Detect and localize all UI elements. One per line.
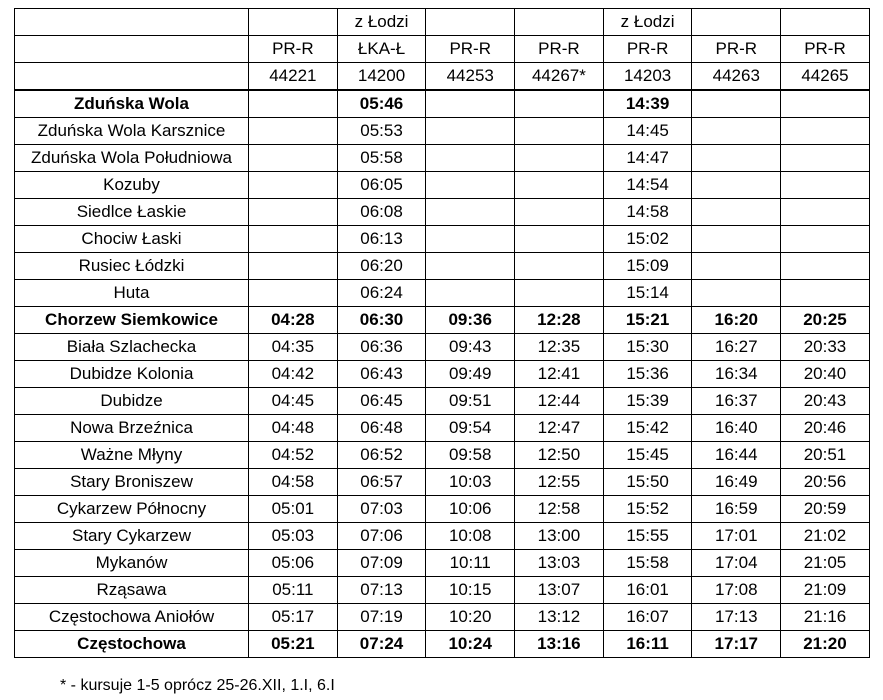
departure-time: 10:03 bbox=[426, 469, 515, 496]
departure-time: 15:02 bbox=[603, 226, 692, 253]
departure-time bbox=[781, 226, 870, 253]
departure-time: 06:45 bbox=[337, 388, 426, 415]
departure-time: 16:07 bbox=[603, 604, 692, 631]
departure-time: 16:49 bbox=[692, 469, 781, 496]
departure-time bbox=[781, 145, 870, 172]
departure-time: 10:06 bbox=[426, 496, 515, 523]
departure-time: 15:50 bbox=[603, 469, 692, 496]
train-category: PR-R bbox=[603, 36, 692, 63]
train-category: PR-R bbox=[781, 36, 870, 63]
departure-time bbox=[515, 172, 604, 199]
station-row bbox=[15, 388, 870, 415]
header-station-blank bbox=[15, 9, 249, 36]
station-name: Dubidze bbox=[15, 388, 249, 415]
train-origin-note bbox=[781, 9, 870, 36]
departure-time: 06:36 bbox=[337, 334, 426, 361]
departure-time bbox=[515, 145, 604, 172]
footnote: * - kursuje 1-5 oprócz 25-26.XII, 1.I, 6.I bbox=[60, 677, 335, 694]
departure-time: 10:08 bbox=[426, 523, 515, 550]
departure-time: 04:48 bbox=[249, 415, 338, 442]
station-row bbox=[15, 172, 870, 199]
departure-time: 09:54 bbox=[426, 415, 515, 442]
station-row bbox=[15, 496, 870, 523]
train-number: 44263 bbox=[692, 63, 781, 91]
departure-time bbox=[515, 226, 604, 253]
departure-time: 06:43 bbox=[337, 361, 426, 388]
station-row bbox=[15, 550, 870, 577]
departure-time: 05:21 bbox=[249, 631, 338, 658]
departure-time: 12:47 bbox=[515, 415, 604, 442]
departure-time bbox=[249, 199, 338, 226]
departure-time bbox=[515, 199, 604, 226]
departure-time: 21:05 bbox=[781, 550, 870, 577]
departure-time bbox=[692, 90, 781, 118]
departure-time: 17:13 bbox=[692, 604, 781, 631]
train-category: ŁKA-Ł bbox=[337, 36, 426, 63]
station-row bbox=[15, 604, 870, 631]
departure-time bbox=[781, 253, 870, 280]
departure-time: 06:30 bbox=[337, 307, 426, 334]
departure-time: 15:21 bbox=[603, 307, 692, 334]
train-category: PR-R bbox=[426, 36, 515, 63]
train-number: 44267* bbox=[515, 63, 604, 91]
station-name: Nowa Brzeźnica bbox=[15, 415, 249, 442]
header-origin-row bbox=[15, 9, 870, 36]
departure-time: 07:19 bbox=[337, 604, 426, 631]
departure-time: 20:59 bbox=[781, 496, 870, 523]
departure-time bbox=[692, 226, 781, 253]
departure-time: 15:36 bbox=[603, 361, 692, 388]
departure-time: 05:17 bbox=[249, 604, 338, 631]
departure-time: 06:05 bbox=[337, 172, 426, 199]
departure-time: 17:01 bbox=[692, 523, 781, 550]
train-origin-note bbox=[692, 9, 781, 36]
station-name: Kozuby bbox=[15, 172, 249, 199]
station-row bbox=[15, 199, 870, 226]
station-name: Cykarzew Północny bbox=[15, 496, 249, 523]
departure-time: 16:20 bbox=[692, 307, 781, 334]
station-row bbox=[15, 307, 870, 334]
train-category: PR-R bbox=[692, 36, 781, 63]
departure-time: 12:44 bbox=[515, 388, 604, 415]
departure-time: 10:24 bbox=[426, 631, 515, 658]
departure-time: 15:45 bbox=[603, 442, 692, 469]
departure-time: 05:11 bbox=[249, 577, 338, 604]
departure-time: 21:16 bbox=[781, 604, 870, 631]
header-station-blank bbox=[15, 63, 249, 91]
departure-time bbox=[781, 118, 870, 145]
departure-time: 15:30 bbox=[603, 334, 692, 361]
train-number: 44253 bbox=[426, 63, 515, 91]
departure-time: 15:52 bbox=[603, 496, 692, 523]
departure-time bbox=[692, 118, 781, 145]
station-row bbox=[15, 442, 870, 469]
station-name: Ważne Młyny bbox=[15, 442, 249, 469]
departure-time: 06:24 bbox=[337, 280, 426, 307]
departure-time: 21:20 bbox=[781, 631, 870, 658]
departure-time: 07:03 bbox=[337, 496, 426, 523]
departure-time: 20:51 bbox=[781, 442, 870, 469]
station-name: Częstochowa bbox=[15, 631, 249, 658]
departure-time: 12:41 bbox=[515, 361, 604, 388]
departure-time: 20:25 bbox=[781, 307, 870, 334]
departure-time: 06:48 bbox=[337, 415, 426, 442]
station-name: Stary Cykarzew bbox=[15, 523, 249, 550]
departure-time: 12:50 bbox=[515, 442, 604, 469]
train-origin-note bbox=[249, 9, 338, 36]
departure-time: 05:46 bbox=[337, 90, 426, 118]
departure-time: 20:33 bbox=[781, 334, 870, 361]
departure-time: 13:16 bbox=[515, 631, 604, 658]
departure-time bbox=[692, 280, 781, 307]
departure-time: 17:17 bbox=[692, 631, 781, 658]
header-number-row bbox=[15, 63, 870, 91]
header-station-blank bbox=[15, 36, 249, 63]
station-name: Stary Broniszew bbox=[15, 469, 249, 496]
departure-time: 10:20 bbox=[426, 604, 515, 631]
departure-time: 16:01 bbox=[603, 577, 692, 604]
train-number: 14200 bbox=[337, 63, 426, 91]
departure-time: 13:00 bbox=[515, 523, 604, 550]
station-name: Zduńska Wola Karsznice bbox=[15, 118, 249, 145]
departure-time bbox=[426, 145, 515, 172]
station-row bbox=[15, 361, 870, 388]
departure-time: 16:27 bbox=[692, 334, 781, 361]
station-row bbox=[15, 577, 870, 604]
train-number: 14203 bbox=[603, 63, 692, 91]
departure-time bbox=[426, 118, 515, 145]
departure-time: 13:12 bbox=[515, 604, 604, 631]
train-origin-note: z Łodzi bbox=[337, 9, 426, 36]
departure-time: 04:42 bbox=[249, 361, 338, 388]
departure-time: 04:58 bbox=[249, 469, 338, 496]
train-origin-note: z Łodzi bbox=[603, 9, 692, 36]
station-row bbox=[15, 523, 870, 550]
departure-time bbox=[426, 172, 515, 199]
departure-time bbox=[249, 226, 338, 253]
station-name: Chociw Łaski bbox=[15, 226, 249, 253]
departure-time bbox=[426, 199, 515, 226]
departure-time: 07:13 bbox=[337, 577, 426, 604]
station-name: Częstochowa Aniołów bbox=[15, 604, 249, 631]
departure-time: 04:35 bbox=[249, 334, 338, 361]
departure-time bbox=[781, 90, 870, 118]
train-category: PR-R bbox=[249, 36, 338, 63]
station-row bbox=[15, 226, 870, 253]
departure-time bbox=[692, 172, 781, 199]
train-number: 44221 bbox=[249, 63, 338, 91]
departure-time bbox=[249, 90, 338, 118]
departure-time bbox=[426, 90, 515, 118]
departure-time: 06:13 bbox=[337, 226, 426, 253]
departure-time bbox=[515, 253, 604, 280]
departure-time: 05:53 bbox=[337, 118, 426, 145]
station-name: Mykanów bbox=[15, 550, 249, 577]
departure-time: 14:39 bbox=[603, 90, 692, 118]
timetable bbox=[14, 8, 870, 658]
departure-time: 15:14 bbox=[603, 280, 692, 307]
departure-time bbox=[515, 90, 604, 118]
departure-time: 15:58 bbox=[603, 550, 692, 577]
departure-time bbox=[515, 118, 604, 145]
departure-time bbox=[249, 280, 338, 307]
departure-time bbox=[692, 199, 781, 226]
departure-time: 09:43 bbox=[426, 334, 515, 361]
departure-time: 20:56 bbox=[781, 469, 870, 496]
station-row bbox=[15, 145, 870, 172]
departure-time: 16:11 bbox=[603, 631, 692, 658]
departure-time: 16:40 bbox=[692, 415, 781, 442]
departure-time: 06:20 bbox=[337, 253, 426, 280]
departure-time: 12:58 bbox=[515, 496, 604, 523]
departure-time: 04:28 bbox=[249, 307, 338, 334]
station-name: Siedlce Łaskie bbox=[15, 199, 249, 226]
departure-time bbox=[249, 118, 338, 145]
departure-time: 15:42 bbox=[603, 415, 692, 442]
departure-time bbox=[249, 172, 338, 199]
departure-time bbox=[426, 280, 515, 307]
station-row bbox=[15, 118, 870, 145]
departure-time: 06:52 bbox=[337, 442, 426, 469]
departure-time: 16:37 bbox=[692, 388, 781, 415]
departure-time: 13:03 bbox=[515, 550, 604, 577]
station-name: Zduńska Wola bbox=[15, 90, 249, 118]
header-category-row bbox=[15, 36, 870, 63]
departure-time bbox=[515, 280, 604, 307]
station-name: Rząsawa bbox=[15, 577, 249, 604]
station-name: Rusiec Łódzki bbox=[15, 253, 249, 280]
departure-time: 14:58 bbox=[603, 199, 692, 226]
station-row bbox=[15, 280, 870, 307]
departure-time: 05:06 bbox=[249, 550, 338, 577]
departure-time: 05:01 bbox=[249, 496, 338, 523]
departure-time: 13:07 bbox=[515, 577, 604, 604]
station-name: Dubidze Kolonia bbox=[15, 361, 249, 388]
station-row bbox=[15, 631, 870, 658]
departure-time: 05:03 bbox=[249, 523, 338, 550]
station-name: Biała Szlachecka bbox=[15, 334, 249, 361]
departure-time: 15:39 bbox=[603, 388, 692, 415]
departure-time: 06:08 bbox=[337, 199, 426, 226]
train-origin-note bbox=[426, 9, 515, 36]
departure-time bbox=[426, 226, 515, 253]
departure-time: 15:09 bbox=[603, 253, 692, 280]
departure-time: 04:52 bbox=[249, 442, 338, 469]
station-row bbox=[15, 253, 870, 280]
departure-time: 09:58 bbox=[426, 442, 515, 469]
departure-time: 16:44 bbox=[692, 442, 781, 469]
departure-time: 07:09 bbox=[337, 550, 426, 577]
departure-time: 12:28 bbox=[515, 307, 604, 334]
departure-time bbox=[692, 145, 781, 172]
departure-time: 16:34 bbox=[692, 361, 781, 388]
station-row bbox=[15, 469, 870, 496]
station-name: Zduńska Wola Południowa bbox=[15, 145, 249, 172]
station-row bbox=[15, 90, 870, 118]
departure-time: 16:59 bbox=[692, 496, 781, 523]
departure-time bbox=[249, 145, 338, 172]
departure-time: 14:54 bbox=[603, 172, 692, 199]
departure-time: 21:09 bbox=[781, 577, 870, 604]
departure-time bbox=[426, 253, 515, 280]
departure-time: 04:45 bbox=[249, 388, 338, 415]
departure-time: 20:43 bbox=[781, 388, 870, 415]
departure-time: 17:04 bbox=[692, 550, 781, 577]
departure-time: 07:06 bbox=[337, 523, 426, 550]
departure-time bbox=[781, 172, 870, 199]
departure-time: 20:46 bbox=[781, 415, 870, 442]
station-name: Chorzew Siemkowice bbox=[15, 307, 249, 334]
station-name: Huta bbox=[15, 280, 249, 307]
train-category: PR-R bbox=[515, 36, 604, 63]
departure-time: 07:24 bbox=[337, 631, 426, 658]
departure-time bbox=[692, 253, 781, 280]
departure-time: 15:55 bbox=[603, 523, 692, 550]
departure-time: 14:45 bbox=[603, 118, 692, 145]
departure-time: 20:40 bbox=[781, 361, 870, 388]
departure-time bbox=[781, 280, 870, 307]
departure-time: 12:35 bbox=[515, 334, 604, 361]
departure-time bbox=[781, 199, 870, 226]
departure-time: 09:49 bbox=[426, 361, 515, 388]
departure-time: 09:51 bbox=[426, 388, 515, 415]
station-row bbox=[15, 334, 870, 361]
station-row bbox=[15, 415, 870, 442]
departure-time: 10:11 bbox=[426, 550, 515, 577]
departure-time: 05:58 bbox=[337, 145, 426, 172]
departure-time: 09:36 bbox=[426, 307, 515, 334]
departure-time: 10:15 bbox=[426, 577, 515, 604]
departure-time bbox=[249, 253, 338, 280]
departure-time: 06:57 bbox=[337, 469, 426, 496]
departure-time: 17:08 bbox=[692, 577, 781, 604]
departure-time: 12:55 bbox=[515, 469, 604, 496]
train-number: 44265 bbox=[781, 63, 870, 91]
train-origin-note bbox=[515, 9, 604, 36]
departure-time: 21:02 bbox=[781, 523, 870, 550]
departure-time: 14:47 bbox=[603, 145, 692, 172]
